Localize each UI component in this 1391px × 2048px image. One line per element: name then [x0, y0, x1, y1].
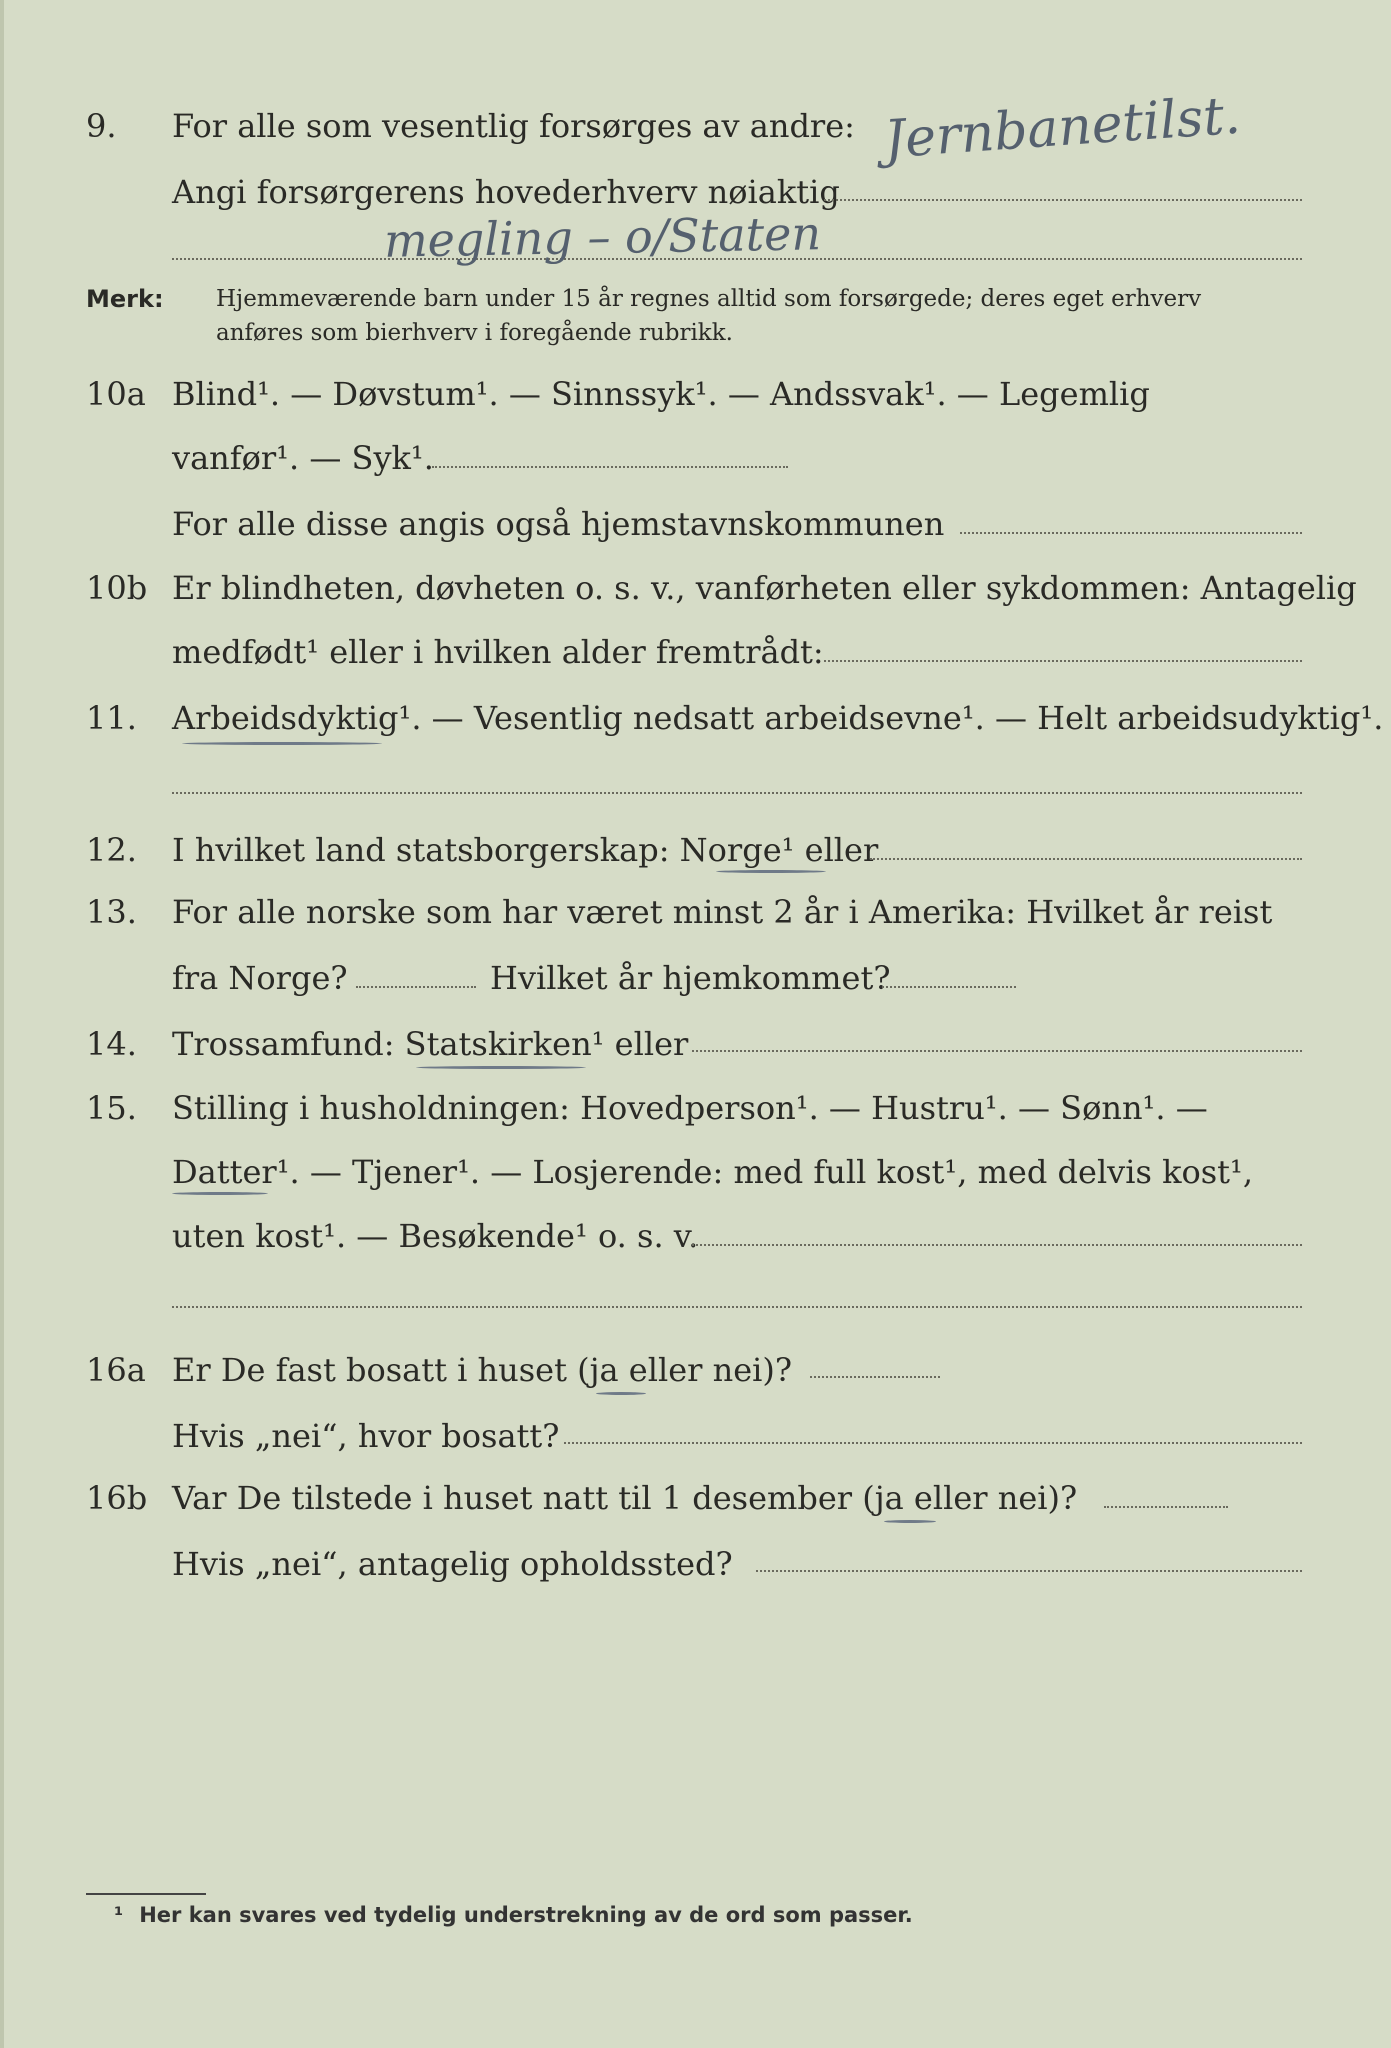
q10a-line2: vanfør¹. — Syk¹. [172, 439, 434, 477]
q9-line2: Angi forsørgerens hovederhverv nøiaktig [172, 173, 840, 211]
q12-line1: I hvilket land statsborgerskap: Norge¹ eller [172, 831, 879, 869]
q16b-line1: Var De tilstede i huset natt til 1 desember (ja eller nei)? [172, 1479, 1078, 1517]
q13-line2a: fra Norge? [172, 959, 348, 997]
q12-answer-line [870, 858, 1302, 860]
q15-answer-line1 [692, 1244, 1302, 1246]
q16b-underline-mark [884, 1520, 936, 1523]
q11-underline-mark [182, 742, 382, 745]
q13-number: 13. [86, 893, 137, 931]
footnote-text: Her kan svares ved tydelig understrekning av de ord som passer. [139, 1903, 913, 1927]
q16a-answer-line [810, 1376, 940, 1378]
q13-line1: For alle norske som har været minst 2 år i Amerika: Hvilket år reist [172, 893, 1273, 931]
q9-handwritten-occupation-cont: megling – o/Staten [383, 206, 822, 268]
q16b-opholdssted-answer-line [756, 1570, 1302, 1572]
q11-number: 11. [86, 699, 137, 737]
q9-handwritten-occupation: Jernbanetilst. [882, 85, 1243, 171]
q15-answer-line2 [172, 1306, 1302, 1308]
footnote-rule [86, 1893, 206, 1895]
q15-underline-mark [172, 1192, 268, 1195]
q16b-number: 16b [86, 1479, 148, 1517]
q10a-line1: Blind¹. — Døvstum¹. — Sinnssyk¹. — Andssvak¹. — Legemlig [172, 375, 1150, 413]
q16a-underline-mark [596, 1392, 646, 1395]
q10b-line2: medfødt¹ eller i hvilken alder fremtrådt: [172, 633, 824, 671]
q11-answer-line [172, 792, 1302, 794]
q12-number: 12. [86, 831, 137, 869]
q9-line1: For alle som vesentlig forsørges av andre: [172, 107, 855, 145]
q13-line2b: Hvilket år hjemkommet? [490, 959, 891, 997]
q15-line1: Stilling i husholdningen: Hovedperson¹. — Hustru¹. — Sønn¹. — [172, 1089, 1208, 1127]
q14-number: 14. [86, 1025, 137, 1063]
q15-line3: uten kost¹. — Besøkende¹ o. s. v. [172, 1217, 699, 1255]
q10a-hjemstavn-answer-line [960, 532, 1302, 534]
q16b-answer-line [1104, 1506, 1228, 1508]
q16b-line2: Hvis „nei“, antagelig opholdssted? [172, 1545, 733, 1583]
q10a-line3: For alle disse angis også hjemstavnskommunen [172, 505, 945, 543]
q10b-line1: Er blindheten, døvheten o. s. v., vanførheten eller sykdommen: Antagelig [172, 569, 1357, 607]
footnote-mark: ¹ [114, 1903, 124, 1927]
merk-label: Merk: [86, 285, 164, 313]
q9-number: 9. [86, 107, 117, 145]
q13-hjemkommet-answer-line [882, 986, 1016, 988]
q14-answer-line [692, 1050, 1302, 1052]
q13-reist-answer-line [356, 986, 476, 988]
q15-number: 15. [86, 1089, 137, 1127]
merk-line1: Hjemmeværende barn under 15 år regnes alltid som forsørgede; deres eget erhverv [216, 286, 1202, 312]
q16a-number: 16a [86, 1351, 146, 1389]
q16a-line2: Hvis „nei“, hvor bosatt? [172, 1417, 560, 1455]
q10a-number: 10a [86, 375, 146, 413]
merk-line2: anføres som bierhverv i foregående rubrikk. [216, 320, 733, 346]
q15-line2: Datter¹. — Tjener¹. — Losjerende: med full kost¹, med delvis kost¹, [172, 1153, 1254, 1191]
q10b-answer-line [824, 660, 1302, 662]
q10a-answer-line [432, 466, 788, 468]
q12-underline-mark [716, 870, 826, 873]
q16a-line1: Er De fast bosatt i huset (ja eller nei)? [172, 1351, 793, 1389]
q14-line1: Trossamfund: Statskirken¹ eller [172, 1025, 689, 1063]
footnote [114, 1900, 913, 1930]
q11-line1: Arbeidsdyktig¹. — Vesentlig nedsatt arbeidsevne¹. — Helt arbeidsudyktig¹. [172, 699, 1384, 737]
q14-underline-mark [416, 1066, 586, 1069]
q9-answer-line1 [824, 199, 1302, 201]
q10b-number: 10b [86, 569, 148, 607]
q16a-bosatt-answer-line [564, 1442, 1302, 1444]
